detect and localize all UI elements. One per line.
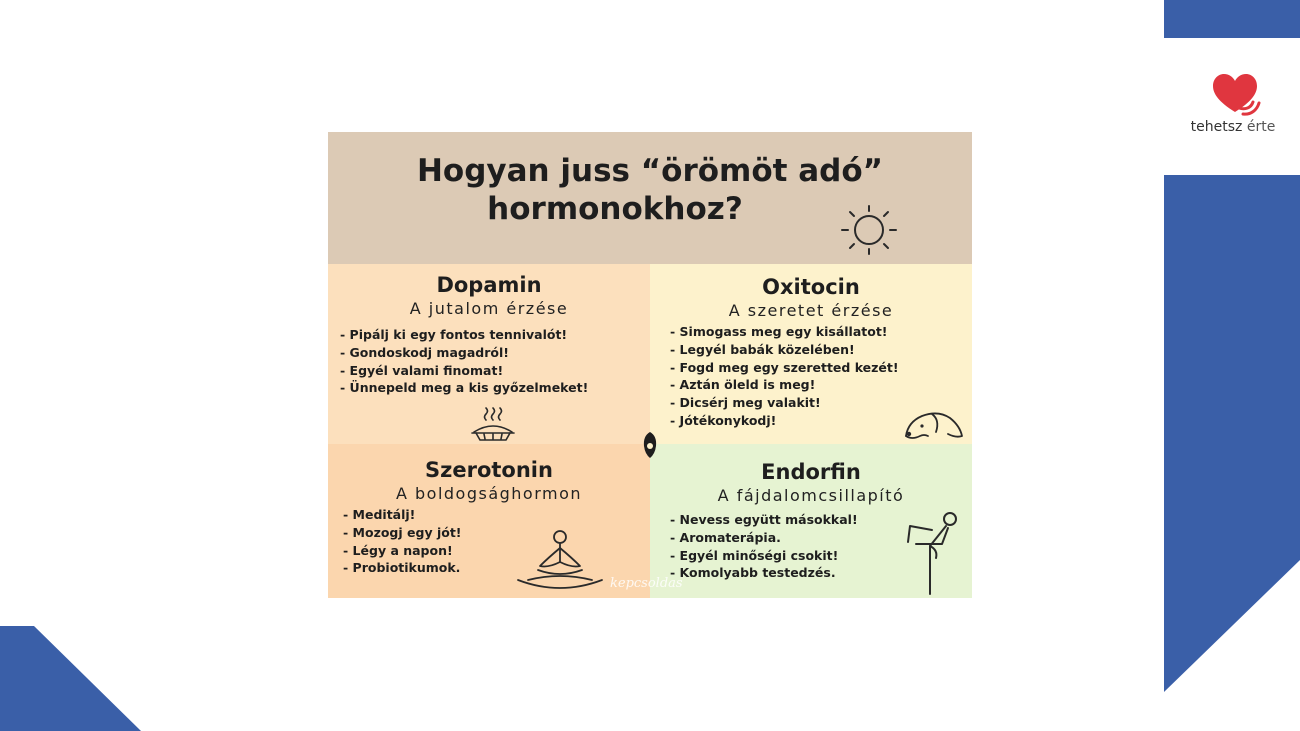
logo-text-part2: érte <box>1242 119 1276 135</box>
list-item: - Mozogj egy jót! <box>343 524 462 542</box>
list-item: - Simogass meg egy kisállatot! <box>670 323 899 341</box>
stretching-person-icon <box>904 510 964 596</box>
list-item: - Aztán öleld is meg! <box>670 376 899 394</box>
list-item: - Pipálj ki egy fontos tennivalót! <box>340 326 588 344</box>
list-item: - Ünnepeld meg a kis győzelmeket! <box>340 379 588 397</box>
section-list <box>340 326 588 397</box>
section-title: Oxitocin <box>762 275 860 299</box>
list-item: - Komolyabb testedzés. <box>670 564 858 582</box>
pie-icon <box>468 406 518 442</box>
section-szerotonin <box>328 444 650 598</box>
logo-wordmark <box>1172 119 1294 135</box>
section-subtitle: A jutalom érzése <box>409 299 569 318</box>
list-item: - Gondoskodj magadról! <box>340 344 588 362</box>
list-item: - Jótékonykodj! <box>670 412 899 430</box>
poster-header <box>328 132 972 264</box>
list-item: - Meditálj! <box>343 506 462 524</box>
dog-icon <box>902 406 968 444</box>
section-subtitle: A szeretet érzése <box>728 301 894 320</box>
section-dopamin <box>328 264 650 444</box>
section-subtitle: A boldogsághormon <box>395 484 583 503</box>
section-list <box>343 506 462 577</box>
list-item: - Dicsérj meg valakit! <box>670 394 899 412</box>
top-right-blue-bar <box>1164 0 1300 38</box>
section-title: Endorfin <box>761 460 861 484</box>
penguin-icon <box>638 430 662 460</box>
heart-logo-icon <box>1209 72 1261 120</box>
hormone-infographic <box>328 132 972 598</box>
logo-text-part1: tehetsz <box>1190 119 1243 135</box>
list-item: - Légy a napon! <box>343 542 462 560</box>
section-list <box>670 511 858 582</box>
section-title: Szerotonin <box>425 458 553 482</box>
poster-title-line2: hormonokhoz? <box>487 191 743 227</box>
right-blue-panel <box>1164 175 1300 692</box>
list-item: - Legyél babák közelében! <box>670 341 899 359</box>
meditation-icon <box>514 528 606 590</box>
sun-icon <box>834 202 904 258</box>
section-oxitocin <box>650 264 972 444</box>
section-list <box>670 323 899 430</box>
list-item: - Egyél valami finomat! <box>340 362 588 380</box>
section-endorfin <box>610 444 972 598</box>
bottom-left-blue-triangle <box>0 626 141 731</box>
list-item: - Aromaterápia. <box>670 529 858 547</box>
section-subtitle: A fájdalomcsillapító <box>717 486 905 505</box>
list-item: - Fogd meg egy szeretted kezét! <box>670 359 899 377</box>
list-item: - Egyél minőségi csokit! <box>670 547 858 565</box>
poster-watermark: kepcsoldas <box>610 576 683 591</box>
list-item: - Probiotikumok. <box>343 559 462 577</box>
list-item: - Nevess együtt másokkal! <box>670 511 858 529</box>
brand-logo[interactable] <box>1172 72 1294 142</box>
poster-title-line1: Hogyan juss “örömöt adó” <box>416 153 884 189</box>
section-title: Dopamin <box>436 273 542 297</box>
